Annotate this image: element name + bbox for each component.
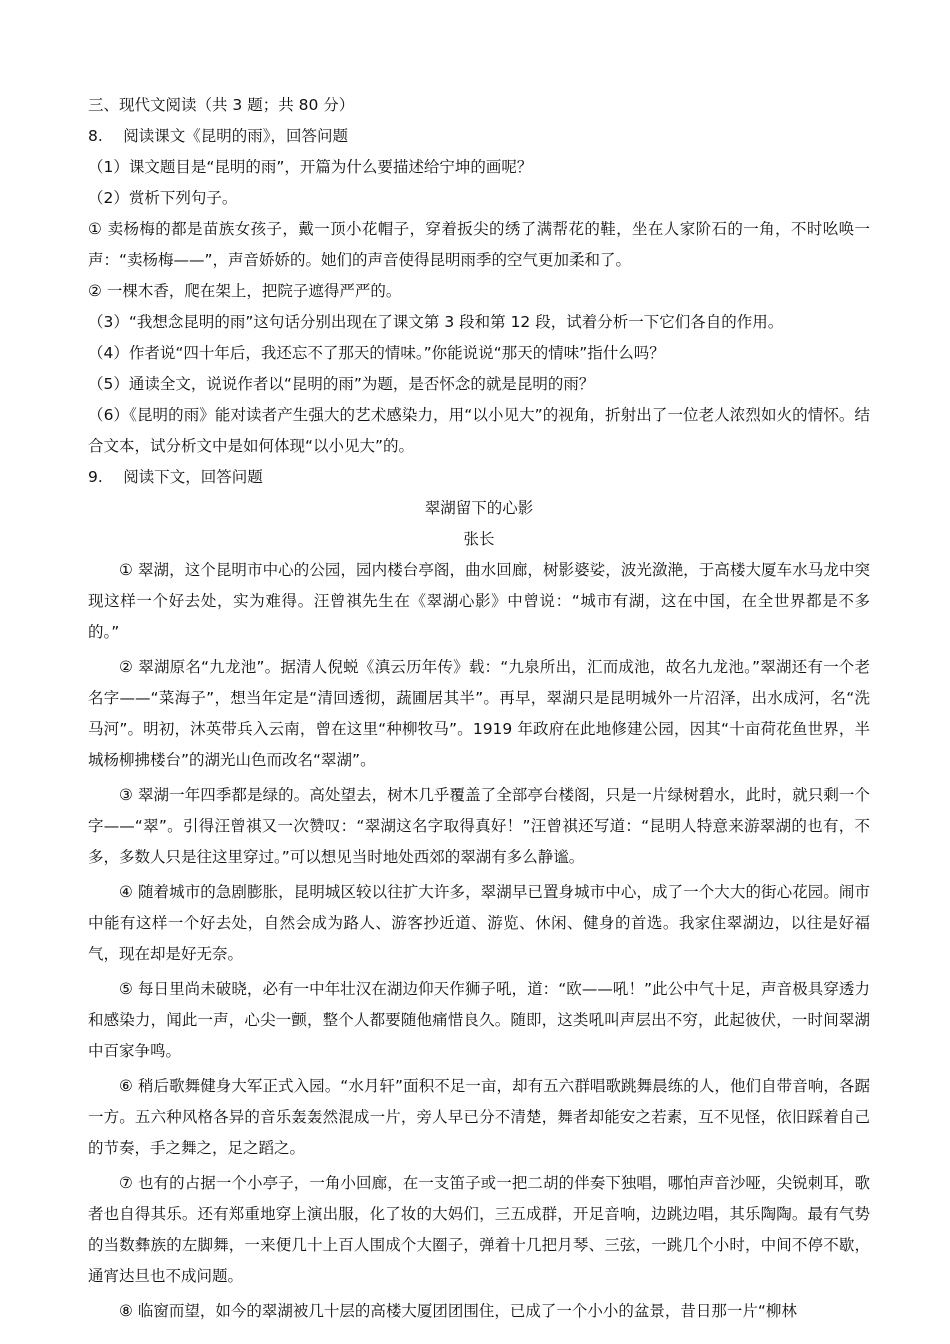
article-paragraph-5: ⑤ 每日里尚未破晓，必有一中年壮汉在湖边仰天作狮子吼，道：“欧——吼！”此公中气十足，声音极具穿透力和感染力，闻此一声，心尖一颤，整个人都要随他痛惜良久。随即，这类吼叫声层出不穷，此起彼伏，一时间翠湖中百家争鸣。: [88, 980, 870, 1060]
article-paragraph-7: ⑦ 也有的占据一个小亭子，一角小回廊，在一支笛子或一把二胡的伴奏下独唱，哪怕声音沙哑，尖锐刺耳，歌者也自得其乐。还有郑重地穿上演出服，化了妆的大妈们，三五成群，开足音响，边跳边唱，其乐陶陶。最有气势的当数彝族的左脚舞，一来便几十上百人围成个大圈子，弹着十几把月琴、三弦，一跳几个小时，中间不停不歇，通宵达旦也不成问题。: [88, 1174, 870, 1285]
article-paragraph-6: ⑥ 稍后歌舞健身大军正式入园。“水月轩”面积不足一亩，却有五六群唱歌跳舞晨练的人，他们自带音响，各踞一方。五六种风格各异的音乐轰轰然混成一片，旁人早已分不清楚，舞者却能安之若素，互不见怪，依旧踩着自己的节奏，手之舞之，足之蹈之。: [88, 1077, 870, 1157]
question-8-sub-5: （5）通读全文，说说作者以“昆明的雨”为题，是否怀念的就是昆明的雨？: [88, 375, 595, 393]
question-8-sub-6: （6）《昆明的雨》能对读者产生强大的艺术感染力，用“以小见大”的视角，折射出了一位老人浓烈如火的情怀。结合文本，试分析文中是如何体现“以小见大”的。: [88, 406, 870, 455]
question-8-sub-1: （1）课文题目是“昆明的雨”，开篇为什么要描述给宁坤的画呢？: [88, 158, 533, 176]
article-author: 张长: [463, 530, 495, 548]
article-paragraph-8: ⑧ 临窗而望，如今的翠湖被几十层的高楼大厦团团围住，已成了一个小小的盆景，昔日那一片“柳林: [119, 1302, 797, 1320]
question-8-sub-4: （4）作者说“四十年后，我还忘不了那天的情味。”你能说说“那天的情味”指什么吗？: [88, 344, 665, 362]
question-8-sub-2: （2）赏析下列句子。: [88, 189, 238, 207]
article-paragraph-2: ② 翠湖原名“九龙池”。据清人倪蜕《滇云历年传》载：“九泉所出，汇而成池，故名九龙池。”翠湖还有一个老名字——“菜海子”，想当年定是“清回透彻，蔬圃居其半”。再早，翠湖只是昆明城外一片沼泽，出水成河，名“洗马河”。明初，沐英带兵入云南，曾在这里“种柳牧马”。1919 年政府在此地修建公园，因其“十亩荷花鱼世界，半城杨柳拂楼台”的湖光山色而改名“翠湖”。: [88, 658, 870, 769]
article-paragraph-1: ① 翠湖，这个昆明市中心的公园，园内楼台亭阁，曲水回廊，树影婆娑，波光潋滟，于高楼大厦车水马龙中突现这样一个好去处，实为难得。汪曾祺先生在《翠湖心影》中曾说：“城市有湖，这在中国，在全世界都是不多的。”: [88, 561, 870, 641]
question-8-sub-3: （3）“我想念昆明的雨”这句话分别出现在了课文第 3 段和第 12 段，试着分析一下它们各自的作用。: [88, 313, 784, 331]
article-paragraph-3: ③ 翠湖一年四季都是绿的。高处望去，树木几乎覆盖了全部亭台楼阁，只是一片绿树碧水，此时，就只剩一个字——“翠”。引得汪曾祺又一次赞叹：“翠湖这名字取得真好！”汪曾祺还写道：“昆明人特意来游翠湖的也有，不多，多数人只是往这里穿过。”可以想见当时地处西郊的翠湖有多么静谧。: [88, 786, 870, 866]
question-8-sentence-1: ① 卖杨梅的都是苗族女孩子，戴一顶小花帽子，穿着扳尖的绣了满帮花的鞋，坐在人家阶石的一角，不时吆唤一声：“卖杨梅——”，声音娇娇的。她们的声音使得昆明雨季的空气更加柔和了。: [88, 220, 870, 269]
question-8-heading: 8. 阅读课文《昆明的雨》，回答问题: [88, 127, 348, 145]
article-paragraph-4: ④ 随着城市的急剧膨胀，昆明城区较以往扩大许多，翠湖早已置身城市中心，成了一个大大的街心花园。闹市中能有这样一个好去处，自然会成为路人、游客抄近道、游览、休闲、健身的首选。我家住翠湖边，以往是好福气，现在却是好无奈。: [88, 883, 870, 963]
section-title: 三、现代文阅读（共 3 题；共 80 分）: [88, 96, 355, 114]
article-title: 翠湖留下的心影: [424, 499, 534, 517]
question-9-heading: 9. 阅读下文，回答问题: [88, 468, 263, 486]
exam-page: [88, 90, 870, 1327]
question-8-sentence-2: ② 一棵木香，爬在架上，把院子遮得严严的。: [88, 282, 402, 300]
